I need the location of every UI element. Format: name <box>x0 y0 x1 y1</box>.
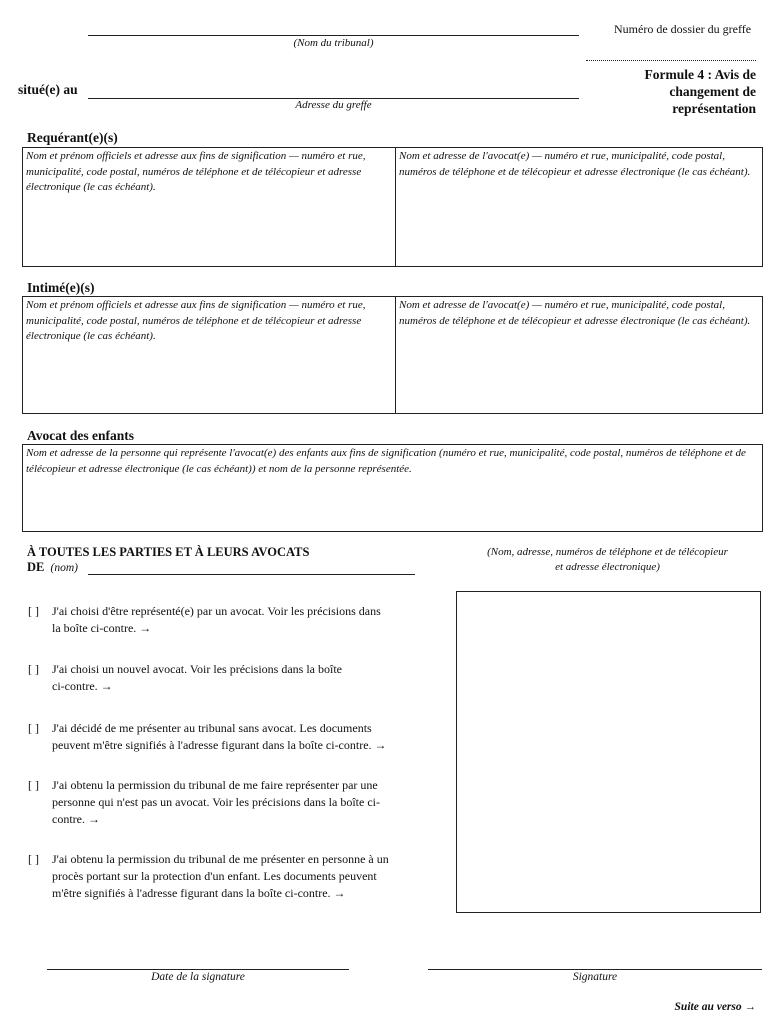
from-caption: (nom) <box>50 562 78 574</box>
signature-line[interactable] <box>428 969 762 970</box>
court-name-caption: (Nom du tribunal) <box>293 37 374 49</box>
option-text <box>52 851 389 902</box>
applicant-lawyer-field[interactable] <box>396 148 762 266</box>
notice-heading: À TOUTES LES PARTIES ET À LEURS AVOCATS <box>27 545 310 559</box>
checkbox[interactable]: [ ] <box>28 662 39 676</box>
court-name-line[interactable] <box>88 35 579 36</box>
option-text-line: la boîte ci-contre. → <box>52 621 152 635</box>
form-title-line1: Formule 4 : Avis de <box>644 67 756 82</box>
form-title-line2: changement de <box>669 84 756 99</box>
option-text-line: contre. → <box>52 812 100 826</box>
form-title <box>590 66 756 117</box>
children-lawyer-cell <box>23 445 762 531</box>
option-non-lawyer-representative[interactable] <box>28 777 428 837</box>
applicant-info-instructions: Nom et prénom officiels et adresse aux fins de signification — numéro et rue, municipalité, code postal, numéros de téléphone et de télécopieur et adresse électronique (le cas échéant). <box>26 150 366 193</box>
children-lawyer-heading: Avocat des enfants <box>27 428 134 443</box>
option-text-line: procès portant sur la protection d'un enfant. Les documents peuvent <box>52 869 377 883</box>
signature-caption: Signature <box>572 971 618 983</box>
respondent-info-field[interactable] <box>23 297 396 413</box>
option-new-lawyer[interactable] <box>28 661 428 715</box>
respondent-lawyer-instructions: Nom et adresse de l'avocat(e) — numéro et rue, municipalité, code postal, numéros de téléphone et de télécopieur et adresse électronique (le cas échéant). <box>399 299 751 327</box>
option-text <box>52 777 380 828</box>
checkbox[interactable]: [ ] <box>28 604 39 618</box>
option-text <box>52 661 342 695</box>
contact-box-caption <box>455 545 760 575</box>
option-text-line: J'ai choisi un nouvel avocat. Voir les précisions dans la boîte <box>52 662 342 676</box>
file-number-field[interactable] <box>586 60 756 61</box>
option-text-line: J'ai obtenu la permission du tribunal de me faire représenter par une <box>52 778 378 792</box>
located-at-label: situé(e) au <box>18 82 78 97</box>
file-number-label: Numéro de dossier du greffe <box>614 22 752 36</box>
option-text-line: J'ai décidé de me présenter au tribunal sans avocat. Les documents <box>52 721 372 735</box>
option-represented-by-lawyer[interactable] <box>28 603 428 657</box>
signature-date-line[interactable] <box>47 969 349 970</box>
respondents-table <box>22 296 763 414</box>
applicants-table <box>22 147 763 267</box>
respondents-heading: Intimé(e)(s) <box>27 280 95 295</box>
checkbox[interactable]: [ ] <box>28 852 39 866</box>
checkbox[interactable]: [ ] <box>28 721 39 735</box>
option-text-line: J'ai choisi d'être représenté(e) par un avocat. Voir les précisions dans <box>52 604 381 618</box>
contact-box-caption-line1: (Nom, adresse, numéros de téléphone et de télécopieur <box>487 546 728 558</box>
respondent-info-instructions: Nom et prénom officiels et adresse aux fins de signification — numéro et rue, municipalité, code postal, numéros de téléphone et de télécopieur et adresse électronique (le cas échéant). <box>26 299 366 342</box>
applicant-lawyer-instructions: Nom et adresse de l'avocat(e) — numéro et rue, municipalité, code postal, numéros de téléphone et de télécopieur et adresse électronique (le cas échéant). <box>399 150 751 178</box>
option-text-line: peuvent m'être signifiés à l'adresse figurant dans la boîte ci-contre. → <box>52 738 387 752</box>
children-lawyer-instructions: Nom et adresse de la personne qui représente l'avocat(e) des enfants aux fins de signification (numéro et rue, municipalité, code postal, numéros de téléphone et de télécopieur et adresse électronique (le cas échéant)) et nom de la personne représentée. <box>26 447 746 475</box>
court-address-caption: Adresse du greffe <box>295 99 372 111</box>
option-text-line: J'ai obtenu la permission du tribunal de me présenter en personne à un <box>52 852 389 866</box>
form-title-line3: représentation <box>672 101 756 116</box>
option-child-protection-self[interactable] <box>28 851 428 911</box>
checkbox[interactable]: [ ] <box>28 778 39 792</box>
respondent-lawyer-field[interactable] <box>396 297 762 413</box>
option-text <box>52 720 387 754</box>
contact-box-caption-line2: et adresse électronique) <box>555 561 660 573</box>
from-line <box>27 560 78 575</box>
from-name-line[interactable] <box>88 574 415 575</box>
applicants-heading: Requérant(e)(s) <box>27 130 118 145</box>
contact-details-box[interactable] <box>456 591 761 913</box>
children-lawyer-field[interactable] <box>22 444 763 532</box>
option-text-line: personne qui n'est pas un avocat. Voir les précisions dans la boîte ci- <box>52 795 380 809</box>
continued-on-back-label: Suite au verso → <box>674 1001 756 1013</box>
option-text <box>52 603 381 637</box>
applicant-info-field[interactable] <box>23 148 396 266</box>
option-self-represented[interactable] <box>28 720 428 774</box>
option-text-line: m'être signifiés à l'adresse figurant dans la boîte ci-contre. → <box>52 886 346 900</box>
from-label: DE <box>27 560 45 574</box>
signature-date-caption: Date de la signature <box>151 971 245 983</box>
option-text-line: ci-contre. → <box>52 679 113 693</box>
